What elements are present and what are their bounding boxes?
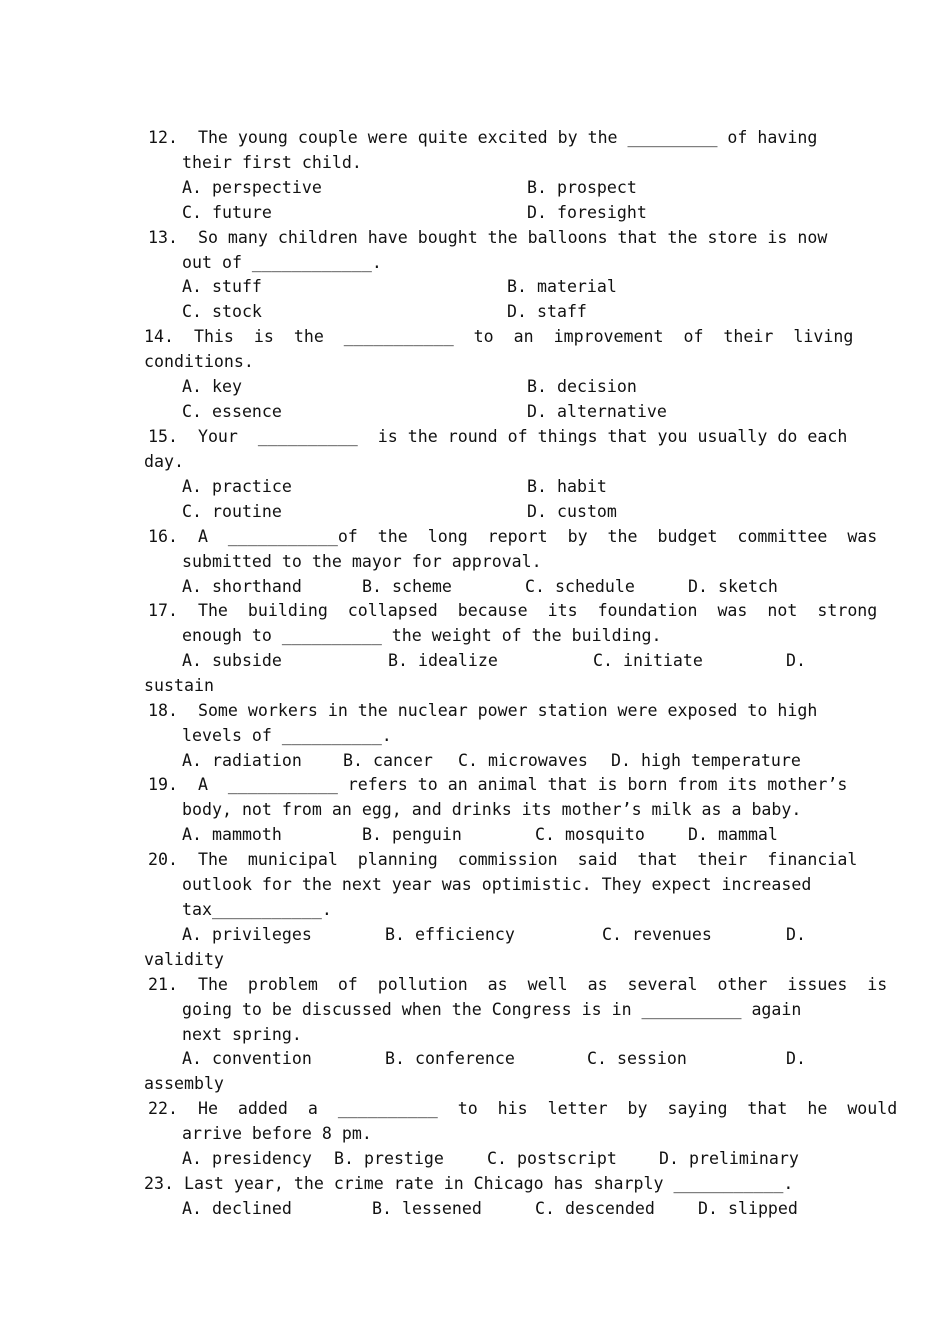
option-a: A. privileges: [182, 925, 312, 944]
option-d-text: validity: [144, 950, 224, 969]
option-d: D. high temperature: [611, 751, 801, 770]
option-c: C. mosquito: [535, 825, 645, 844]
option-d: D. custom: [527, 502, 617, 521]
option-c: C. descended: [535, 1199, 655, 1218]
option-c: C. routine: [182, 502, 282, 521]
option-d: D.: [786, 925, 806, 944]
question-stem-line: 14. This is the ___________ to an improvement of their living: [144, 327, 854, 346]
question-stem-line: their first child.: [182, 153, 362, 172]
option-d: D. slipped: [698, 1199, 798, 1218]
option-d: D.: [786, 651, 806, 670]
option-c: C. essence: [182, 402, 282, 421]
option-a: A. practice: [182, 477, 292, 496]
option-d-text: assembly: [144, 1074, 224, 1093]
question-stem-line: 21. The problem of pollution as well as several other issues is: [148, 975, 888, 994]
question-stem-line: 16. A ___________of the long report by the budget committee was: [148, 527, 878, 546]
question-stem-line: levels of __________.: [182, 726, 392, 745]
option-b: B. prestige: [334, 1149, 444, 1168]
option-a: A. perspective: [182, 178, 322, 197]
question-stem-line: 13. So many children have bought the balloons that the store is now: [148, 228, 828, 247]
option-b: B. habit: [527, 477, 607, 496]
question-stem-line: 22. He added a __________ to his letter by saying that he would: [148, 1099, 898, 1118]
option-c: C. postscript: [487, 1149, 617, 1168]
question-stem-line: going to be discussed when the Congress is in __________ again: [182, 1000, 802, 1019]
option-b: B. penguin: [362, 825, 462, 844]
option-a: A. shorthand: [182, 577, 302, 596]
question-stem-line: tax___________.: [182, 900, 332, 919]
question-stem-line: 15. Your __________ is the round of things that you usually do each: [148, 427, 848, 446]
option-b: B. lessened: [372, 1199, 482, 1218]
option-a: A. mammoth: [182, 825, 282, 844]
option-c: C. microwaves: [458, 751, 588, 770]
option-d: D. preliminary: [659, 1149, 799, 1168]
question-stem-line: enough to __________ the weight of the building.: [182, 626, 662, 645]
question-stem-line: outlook for the next year was optimistic. They expect increased: [182, 875, 812, 894]
option-a: A. subside: [182, 651, 282, 670]
option-d: D. sketch: [688, 577, 778, 596]
option-c: C. session: [587, 1049, 687, 1068]
question-stem-line: out of ____________.: [182, 253, 382, 272]
question-stem-line: arrive before 8 pm.: [182, 1124, 372, 1143]
option-a: A. convention: [182, 1049, 312, 1068]
question-stem-line: 20. The municipal planning commission said that their financial: [148, 850, 858, 869]
option-d: D. alternative: [527, 402, 667, 421]
option-b: B. prospect: [527, 178, 637, 197]
question-stem-line: 19. A ___________ refers to an animal that is born from its mother’s: [148, 775, 848, 794]
option-b: B. conference: [385, 1049, 515, 1068]
question-stem-line: 17. The building collapsed because its foundation was not strong: [148, 601, 878, 620]
option-c: C. revenues: [602, 925, 712, 944]
question-stem-line: submitted to the mayor for approval.: [182, 552, 542, 571]
option-b: B. cancer: [343, 751, 433, 770]
option-b: B. efficiency: [385, 925, 515, 944]
option-c: C. schedule: [525, 577, 635, 596]
question-stem-line: conditions.: [144, 352, 254, 371]
option-b: B. material: [507, 277, 617, 296]
question-stem-line: next spring.: [182, 1025, 302, 1044]
option-a: A. radiation: [182, 751, 302, 770]
question-stem-line: 23. Last year, the crime rate in Chicago has sharply ___________.: [144, 1174, 794, 1193]
option-d-text: sustain: [144, 676, 214, 695]
question-stem-line: day.: [144, 452, 184, 471]
option-b: B. idealize: [388, 651, 498, 670]
option-c: C. initiate: [593, 651, 703, 670]
option-d: D. mammal: [688, 825, 778, 844]
option-b: B. scheme: [362, 577, 452, 596]
option-b: B. decision: [527, 377, 637, 396]
option-a: A. declined: [182, 1199, 292, 1218]
question-stem-line: 18. Some workers in the nuclear power station were exposed to high: [148, 701, 818, 720]
option-d: D.: [786, 1049, 806, 1068]
option-c: C. stock: [182, 302, 262, 321]
option-d: D. foresight: [527, 203, 647, 222]
option-d: D. staff: [507, 302, 587, 321]
question-stem-line: 12. The young couple were quite excited by the _________ of having: [148, 128, 818, 147]
option-a: A. stuff: [182, 277, 262, 296]
option-c: C. future: [182, 203, 272, 222]
option-a: A. key: [182, 377, 242, 396]
question-stem-line: body, not from an egg, and drinks its mother’s milk as a baby.: [182, 800, 802, 819]
option-a: A. presidency: [182, 1149, 312, 1168]
